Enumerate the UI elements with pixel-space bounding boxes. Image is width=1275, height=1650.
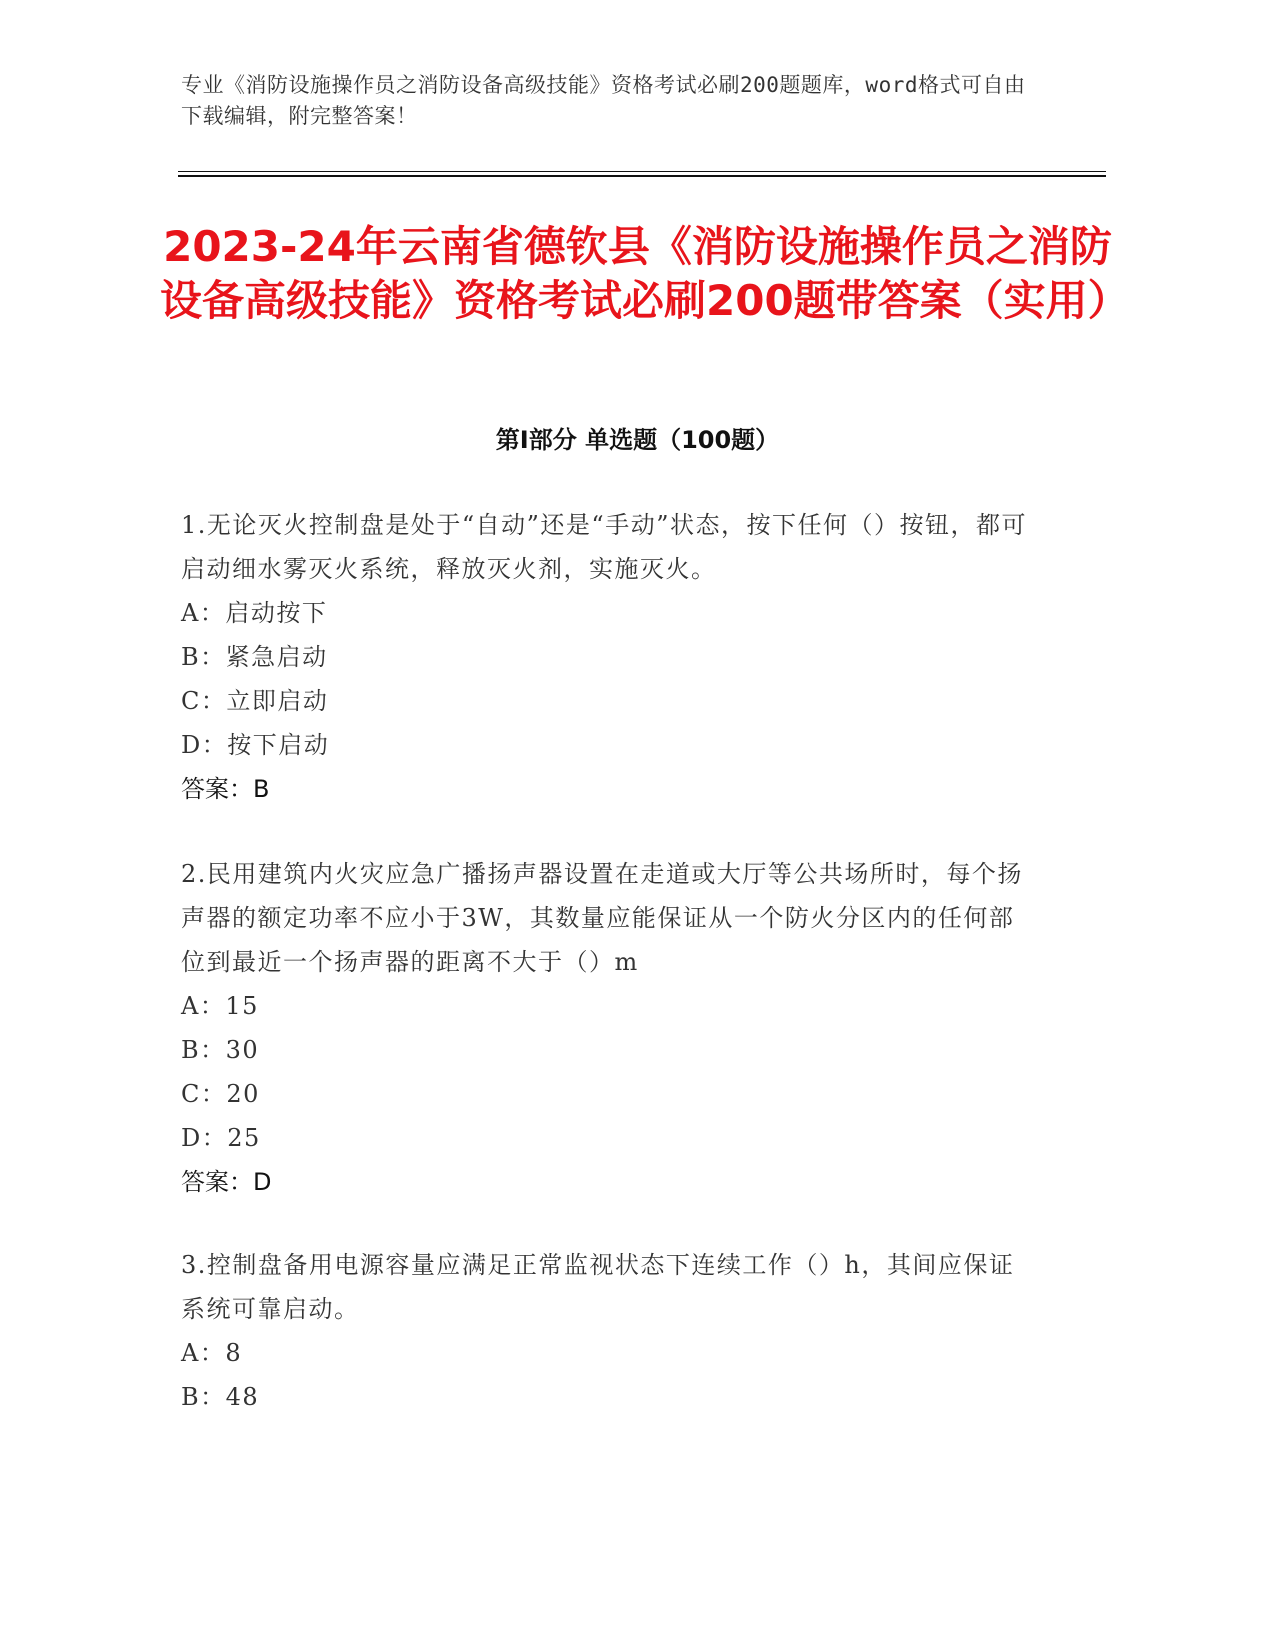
option-a: A：8	[181, 1339, 243, 1367]
option-c: C：立即启动	[181, 687, 329, 715]
header-note: 专业《消防设施操作员之消防设备高级技能》资格考试必刷200题题库，word格式可自由下载编辑，附完整答案！	[181, 73, 1026, 128]
question-stem: 1.无论灭火控制盘是处于“自动”还是“手动”状态，按下任何（）按钮，都可启动细水雾灭火系统，释放灭火剂，实施灭火。	[181, 511, 1027, 583]
header-divider-thin	[178, 171, 1106, 172]
question-1	[181, 503, 1031, 811]
header-divider-thick	[178, 175, 1106, 177]
answer-text: 答案：B	[181, 775, 270, 803]
option-b: B：30	[181, 1036, 260, 1064]
answer-text: 答案：D	[181, 1168, 272, 1196]
question-3	[181, 1243, 1031, 1419]
section-title: 第Ⅰ部分 单选题（100题）	[495, 426, 780, 454]
option-d: D：25	[181, 1124, 261, 1152]
question-stem: 2.民用建筑内火灾应急广播扬声器设置在走道或大厅等公共场所时，每个扬声器的额定功率不应小于3W，其数量应能保证从一个防火分区内的任何部位到最近一个扬声器的距离不大于（）m	[181, 860, 1023, 976]
option-b: B：48	[181, 1383, 260, 1411]
option-b: B：紧急启动	[181, 643, 328, 671]
question-stem: 3.控制盘备用电源容量应满足正常监视状态下连续工作（）h，其间应保证系统可靠启动。	[181, 1251, 1015, 1323]
option-c: C：20	[181, 1080, 260, 1108]
option-a: A：启动按下	[181, 599, 328, 627]
option-d: D：按下启动	[181, 731, 330, 759]
question-2	[181, 852, 1031, 1204]
document-title: 2023-24年云南省德钦县《消防设施操作员之消防设备高级技能》资格考试必刷200题带答案（实用）	[160, 222, 1130, 325]
option-a: A：15	[181, 992, 259, 1020]
